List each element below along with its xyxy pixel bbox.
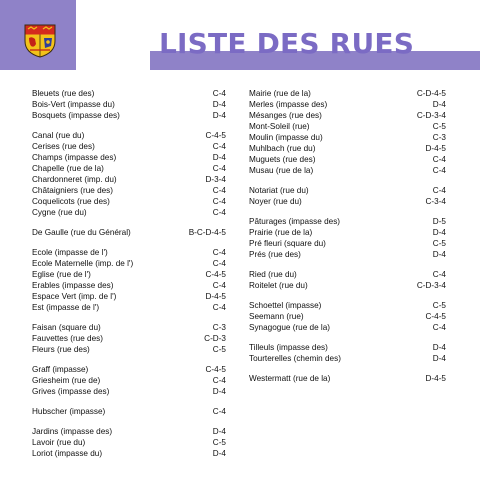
street-name: Champs (impasse des)	[32, 153, 117, 162]
grid-reference: C-4	[432, 323, 446, 332]
street-row	[32, 322, 226, 333]
street-name: Hubscher (impasse)	[32, 407, 106, 416]
page-title: LISTE DES RUES	[159, 27, 415, 60]
street-group	[32, 227, 226, 238]
street-name: Cygne (rue du)	[32, 208, 87, 217]
street-row	[249, 300, 446, 311]
grid-reference: D-4	[432, 100, 446, 109]
street-row	[249, 196, 446, 207]
street-row	[249, 143, 446, 154]
street-row	[249, 353, 446, 364]
grid-reference: C-4	[212, 303, 226, 312]
grid-reference: C-4	[212, 281, 226, 290]
street-name: Ecole (impasse de l')	[32, 248, 108, 257]
street-row	[32, 110, 226, 121]
street-name: Noyer (rue du)	[249, 197, 302, 206]
grid-reference: D-5	[432, 217, 446, 226]
grid-reference: C-4	[212, 248, 226, 257]
street-name: Mésanges (rue des)	[249, 111, 322, 120]
street-row	[249, 185, 446, 196]
street-name: Bois-Vert (impasse du)	[32, 100, 115, 109]
street-row	[249, 121, 446, 132]
street-name: Eglise (rue de l')	[32, 270, 91, 279]
grid-reference: C-3	[432, 133, 446, 142]
street-group	[32, 426, 226, 459]
street-group	[32, 247, 226, 313]
street-row	[32, 174, 226, 185]
street-row	[249, 311, 446, 322]
street-name: Westermatt (rue de la)	[249, 374, 331, 383]
street-row	[249, 132, 446, 143]
grid-reference: C-3	[212, 323, 226, 332]
street-group	[32, 364, 226, 397]
street-row	[249, 280, 446, 291]
street-name: Musau (rue de la)	[249, 166, 314, 175]
street-name: Schoettel (impasse)	[249, 301, 322, 310]
grid-reference: C-4	[212, 208, 226, 217]
street-row	[249, 110, 446, 121]
grid-reference: C-4	[432, 270, 446, 279]
street-group	[249, 185, 446, 207]
street-row	[32, 130, 226, 141]
street-row	[32, 302, 226, 313]
grid-reference: C-D-3-4	[416, 281, 446, 290]
street-row	[249, 99, 446, 110]
grid-reference: C-D-3	[204, 334, 226, 343]
street-row	[32, 344, 226, 355]
grid-reference: D-4	[432, 228, 446, 237]
street-row	[249, 227, 446, 238]
street-name: Griesheim (rue de)	[32, 376, 101, 385]
street-row	[32, 448, 226, 459]
street-row	[249, 322, 446, 333]
street-row	[249, 238, 446, 249]
street-list-left-column	[32, 88, 226, 468]
grid-reference: D-4	[212, 449, 226, 458]
grid-reference: B-C-D-4-5	[188, 228, 226, 237]
street-name: Lavoir (rue du)	[32, 438, 86, 447]
street-name: Graff (impasse)	[32, 365, 89, 374]
grid-reference: C-4	[212, 197, 226, 206]
street-row	[249, 88, 446, 99]
street-row	[32, 152, 226, 163]
street-row	[249, 154, 446, 165]
street-name: Tourterelles (chemin des)	[249, 354, 341, 363]
street-row	[249, 216, 446, 227]
header-band	[0, 0, 480, 70]
street-row	[32, 269, 226, 280]
street-name: Espace Vert (imp. de l')	[32, 292, 117, 301]
coat-of-arms-icon	[24, 24, 56, 58]
street-name: Jardins (impasse des)	[32, 427, 113, 436]
grid-reference: D-4	[212, 387, 226, 396]
grid-reference: D-4	[432, 343, 446, 352]
street-name: Ried (rue du)	[249, 270, 297, 279]
street-group	[32, 406, 226, 417]
street-row	[32, 207, 226, 218]
grid-reference: C-5	[432, 239, 446, 248]
street-row	[32, 163, 226, 174]
street-name: Muhlbach (rue du)	[249, 144, 316, 153]
street-name: Mont-Soleil (rue)	[249, 122, 310, 131]
street-name: Châtaigniers (rue des)	[32, 186, 114, 195]
street-row	[249, 165, 446, 176]
grid-reference: C-4	[212, 164, 226, 173]
street-row	[32, 196, 226, 207]
street-name: Cerises (rue des)	[32, 142, 95, 151]
street-row	[32, 375, 226, 386]
street-group	[249, 269, 446, 291]
street-group	[249, 216, 446, 260]
street-name: Prairie (rue de la)	[249, 228, 313, 237]
street-name: Chapelle (rue de la)	[32, 164, 104, 173]
street-name: Erables (impasse des)	[32, 281, 114, 290]
street-name: Est (impasse de l')	[32, 303, 100, 312]
street-row	[32, 88, 226, 99]
street-row	[249, 373, 446, 384]
grid-reference: C-4-5	[425, 312, 446, 321]
street-row	[32, 386, 226, 397]
street-row	[32, 185, 226, 196]
grid-reference: C-4	[432, 166, 446, 175]
street-name: Moulin (impasse du)	[249, 133, 323, 142]
grid-reference: C-5	[212, 345, 226, 354]
street-row	[32, 291, 226, 302]
grid-reference: C-D-3-4	[416, 111, 446, 120]
street-list-right-column	[249, 88, 446, 393]
grid-reference: C-4	[212, 259, 226, 268]
street-name: Notariat (rue du)	[249, 186, 309, 195]
street-row	[32, 247, 226, 258]
street-row	[32, 426, 226, 437]
street-name: Merles (impasse des)	[249, 100, 328, 109]
street-name: Synagogue (rue de la)	[249, 323, 331, 332]
grid-reference: D-4	[212, 111, 226, 120]
grid-reference: D-4-5	[425, 374, 446, 383]
grid-reference: D-4	[432, 354, 446, 363]
grid-reference: C-4	[212, 89, 226, 98]
grid-reference: C-4-5	[205, 365, 226, 374]
grid-reference: C-5	[432, 122, 446, 131]
grid-reference: C-4	[212, 376, 226, 385]
street-name: Bleuets (rue des)	[32, 89, 95, 98]
street-row	[32, 364, 226, 375]
street-name: Ecole Maternelle (imp. de l')	[32, 259, 134, 268]
street-name: Loriot (impasse du)	[32, 449, 103, 458]
grid-reference: C-4-5	[205, 270, 226, 279]
street-group	[249, 300, 446, 333]
grid-reference: D-4-5	[425, 144, 446, 153]
street-name: Prés (rue des)	[249, 250, 301, 259]
grid-reference: C-4-5	[205, 131, 226, 140]
street-row	[32, 437, 226, 448]
street-name: Canal (rue du)	[32, 131, 85, 140]
street-name: Pré fleuri (square du)	[249, 239, 326, 248]
street-group	[249, 342, 446, 364]
street-name: Seemann (rue)	[249, 312, 304, 321]
street-group	[249, 373, 446, 384]
grid-reference: C-4	[432, 186, 446, 195]
street-name: Roitelet (rue du)	[249, 281, 308, 290]
grid-reference: C-D-4-5	[416, 89, 446, 98]
street-row	[32, 227, 226, 238]
street-name: Faisan (square du)	[32, 323, 101, 332]
grid-reference: C-4	[432, 155, 446, 164]
street-name: Muguets (rue des)	[249, 155, 316, 164]
street-row	[32, 406, 226, 417]
street-row	[249, 269, 446, 280]
grid-reference: D-4	[212, 153, 226, 162]
street-row	[32, 258, 226, 269]
grid-reference: C-5	[212, 438, 226, 447]
grid-reference: C-4	[212, 186, 226, 195]
street-name: Coquelicots (rue des)	[32, 197, 110, 206]
grid-reference: D-3-4	[205, 175, 226, 184]
grid-reference: C-3-4	[425, 197, 446, 206]
street-row	[249, 249, 446, 260]
street-group	[249, 88, 446, 176]
grid-reference: D-4	[432, 250, 446, 259]
street-row	[32, 333, 226, 344]
street-row	[32, 280, 226, 291]
street-name: Fauvettes (rue des)	[32, 334, 103, 343]
street-name: Pâturages (impasse des)	[249, 217, 341, 226]
street-name: Fleurs (rue des)	[32, 345, 90, 354]
street-group	[32, 322, 226, 355]
street-name: Bosquets (impasse des)	[32, 111, 120, 120]
street-name: Grives (impasse des)	[32, 387, 110, 396]
street-name: De Gaulle (rue du Général)	[32, 228, 131, 237]
street-row	[32, 141, 226, 152]
street-name: Tilleuls (impasse des)	[249, 343, 328, 352]
grid-reference: D-4	[212, 100, 226, 109]
grid-reference: C-4	[212, 142, 226, 151]
grid-reference: D-4-5	[205, 292, 226, 301]
street-group	[32, 130, 226, 218]
grid-reference: D-4	[212, 427, 226, 436]
street-row	[32, 99, 226, 110]
grid-reference: C-4	[212, 407, 226, 416]
street-name: Mairie (rue de la)	[249, 89, 311, 98]
street-group	[32, 88, 226, 121]
street-row	[249, 342, 446, 353]
street-name: Chardonneret (imp. du)	[32, 175, 117, 184]
grid-reference: C-5	[432, 301, 446, 310]
